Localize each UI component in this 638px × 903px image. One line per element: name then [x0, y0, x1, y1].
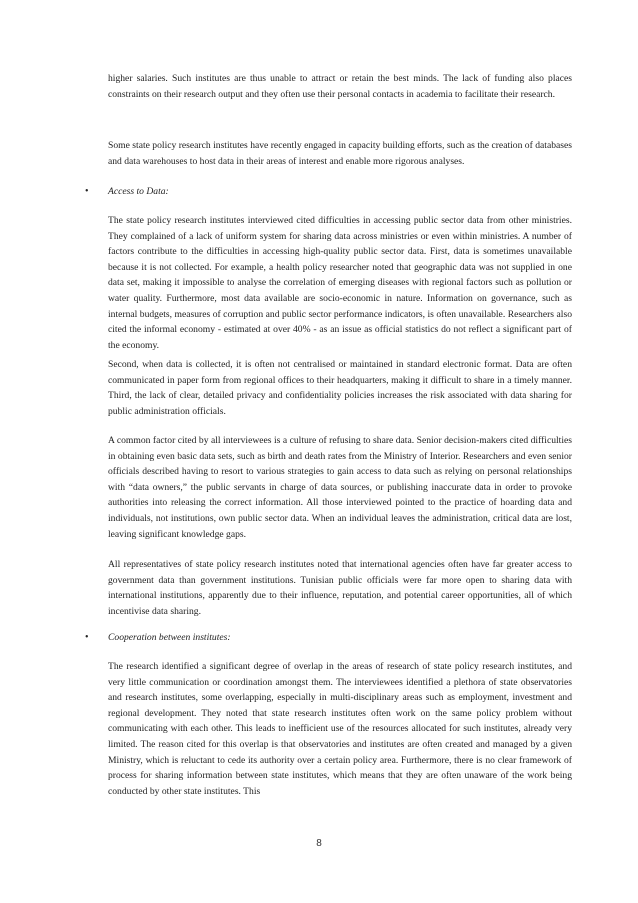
paragraph-capacity-building: Some state policy research institutes have recently engaged in capacity building efforts, such as the creation of databases and data warehouses to host data in their areas of interest and enable more rigorous analyses.	[108, 140, 572, 167]
paragraph-access-difficulties: The state policy research institutes interviewed cited difficulties in accessing public sector data from other ministries. They complained of a lack of uniform system for sharing data across ministries or even within ministries. A number of factors contribute to the difficulties in accessing high-quality public sector data. First, data is sometimes unavailable because it is not collected. For example, a health policy researcher noted that geographic data was not supplied in one data set, making it impossible to analyse the correlation of emerging diseases with regional factors such as pollution or water quality. Furthermore, most data available are socio-economic in nature. Information on governance, such as internal budgets, measures of corruption and public sector performance indicators, is often unavailable. Researchers also cited the informal economy - estimated at over 40% - as an issue as official statistics do not reflect a significant part of the economy.	[108, 215, 572, 351]
section-heading-access-to-data: Access to Data:	[108, 186, 169, 197]
bullet-dot: •	[85, 632, 89, 643]
bullet-dot: •	[85, 186, 89, 197]
paragraph-data-culture: A common factor cited by all interviewees is a culture of refusing to share data. Senior decision-makers cited difficulties in obtaining even basic data sets, such as birth and death rates from the Ministry of Interior. Researchers and even senior officials described having to resort to various strategies to gain access to data such as relying on personal relationships with “data owners,” the public servants in charge of data sources, or publishing inaccurate data in order to provoke authorities into releasing the correct information. All those interviewed pointed to the practice of hoarding data and individuals, not institutions, own public sector data. When an individual leaves the administration, critical data are lost, leaving significant knowledge gaps.	[108, 435, 572, 540]
bullet-access-to-data	[0, 184, 638, 200]
section-heading-cooperation: Cooperation between institutes:	[108, 632, 231, 643]
paragraph-international-agencies: All representatives of state policy research institutes noted that international agencies often have far greater access to government data than government institutions. Tunisian public officials were far more open to sharing data with international institutions, apparently due to their influence, reputation, and potential career opportunities, all of which incentivise data sharing.	[108, 559, 572, 617]
paragraph-data-centralisation: Second, when data is collected, it is often not centralised or maintained in standard electronic format. Data are often communicated in paper form from regional offices to their headquarters, making it difficult to share in a timely manner. Third, the lack of clear, detailed privacy and confidentiality policies increases the risk associated with data sharing for public administration officials.	[108, 359, 572, 417]
paragraph-funding: higher salaries. Such institutes are thus unable to attract or retain the best minds. The lack of funding also places constraints on their research output and they often use their personal contacts in academia to facilitate their research.	[108, 73, 572, 100]
paragraph-overlap: The research identified a significant degree of overlap in the areas of research of state policy research institutes, and very little communication or coordination amongst them. The interviewees identified a plethora of state observatories and research institutes, some overlapping, especially in multi-disciplinary areas such as employment, investment and regional development. They noted that state research institutes often work on the same policy problem without communicating with each other. This leads to inefficient use of the resources allocated for such institutes, already very limited. The reason cited for this overlap is that observatories and institutes are often created and managed by a given Ministry, which is reluctant to cede its authority over a certain policy area. Furthermore, there is no clear framework of process for sharing information between state institutes, which means that they are often unaware of the work being conducted by other state institutes. This	[108, 661, 572, 797]
page-number: 8	[316, 838, 322, 849]
bullet-cooperation	[0, 630, 638, 646]
